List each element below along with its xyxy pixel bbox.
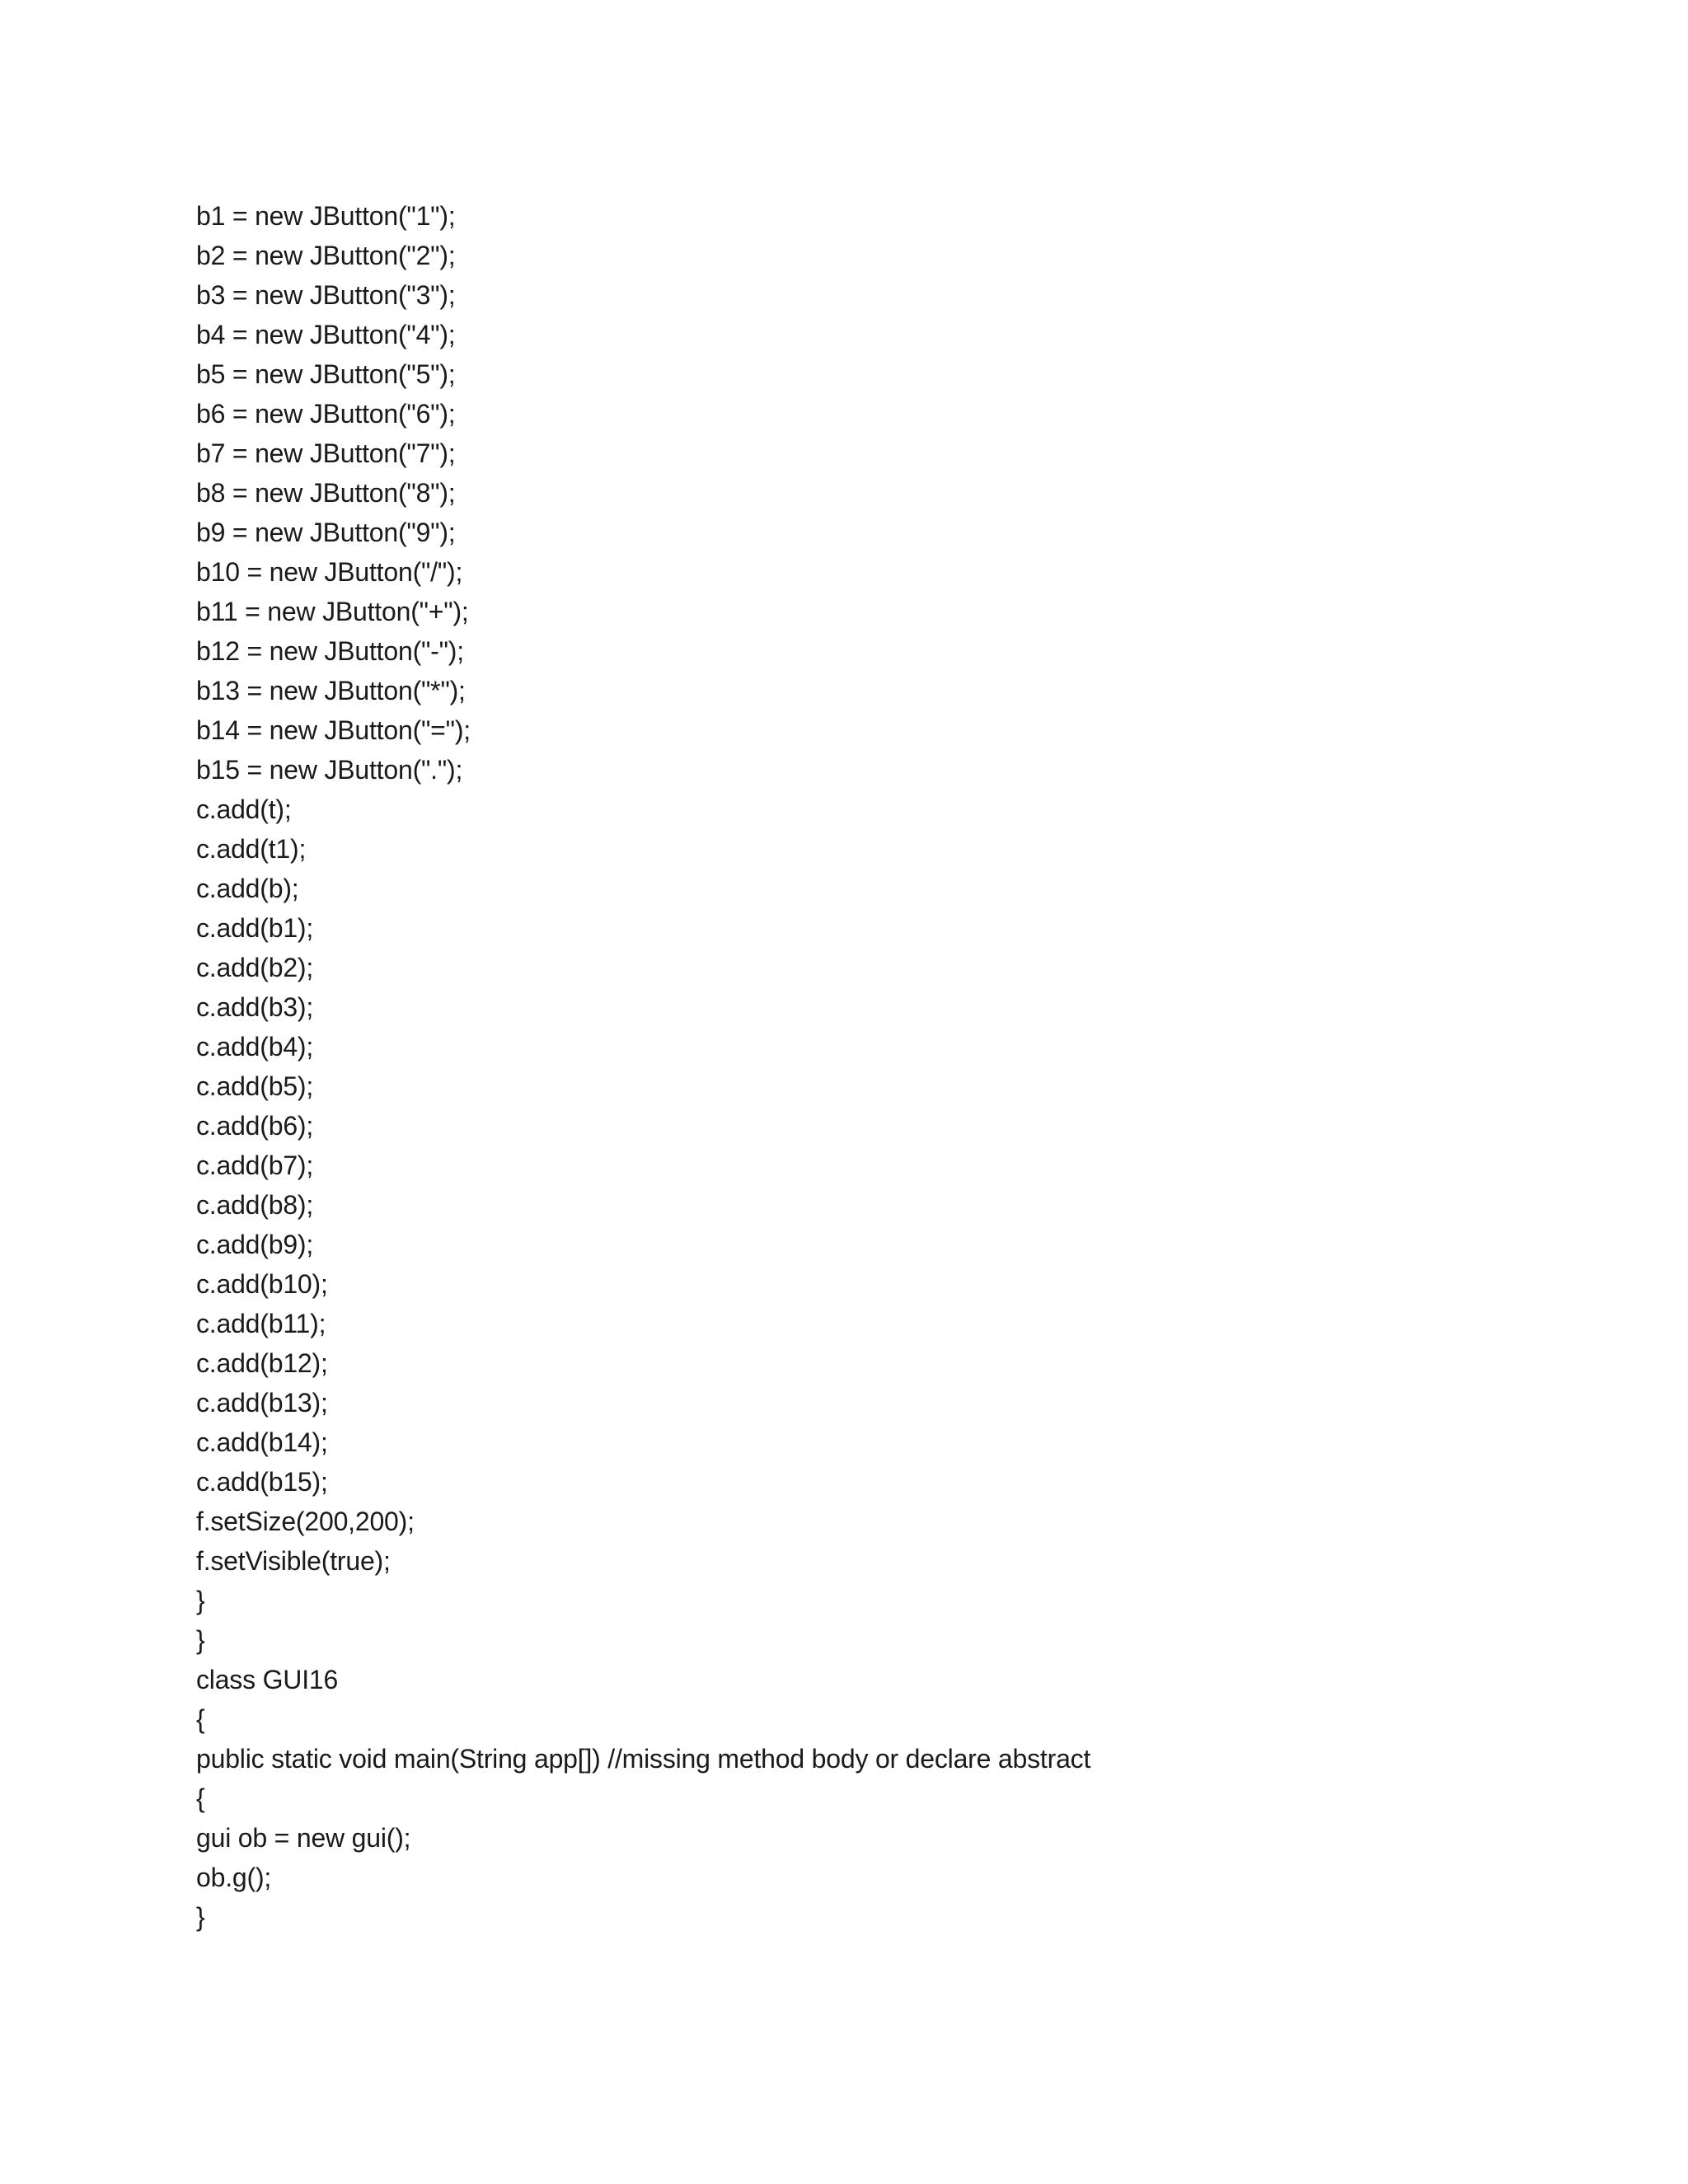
code-line: } (196, 1625, 205, 1655)
code-line: b9 = new JButton("9"); (196, 518, 456, 547)
code-line: c.add(t); (196, 794, 292, 824)
code-line: } (196, 1902, 205, 1932)
code-line: c.add(b7); (196, 1151, 314, 1180)
code-line: c.add(b); (196, 874, 299, 903)
code-line: c.add(b9); (196, 1230, 314, 1259)
code-line: b10 = new JButton("/"); (196, 557, 463, 587)
code-line: b14 = new JButton("="); (196, 715, 471, 745)
code-line: b2 = new JButton("2"); (196, 241, 456, 270)
code-line: c.add(b14); (196, 1427, 328, 1457)
code-line: c.add(b3); (196, 992, 314, 1022)
code-line: } (196, 1586, 205, 1615)
code-line: c.add(b11); (196, 1309, 326, 1338)
code-line: b4 = new JButton("4"); (196, 320, 456, 349)
code-line: c.add(b4); (196, 1032, 314, 1062)
code-line: b11 = new JButton("+"); (196, 597, 469, 626)
code-line: f.setSize(200,200); (196, 1507, 415, 1536)
code-line: f.setVisible(true); (196, 1546, 391, 1576)
code-line: b5 = new JButton("5"); (196, 359, 456, 389)
code-line: c.add(b13); (196, 1388, 328, 1418)
code-line: c.add(b8); (196, 1190, 314, 1220)
code-line: c.add(b10); (196, 1269, 328, 1299)
code-line: b3 = new JButton("3"); (196, 280, 456, 310)
code-line: ob.g(); (196, 1863, 272, 1892)
code-line: b1 = new JButton("1"); (196, 201, 456, 231)
code-listing (196, 196, 1090, 1937)
code-line: b6 = new JButton("6"); (196, 399, 456, 429)
code-line: c.add(t1); (196, 834, 307, 864)
code-line: c.add(b5); (196, 1071, 314, 1101)
code-line: gui ob = new gui(); (196, 1823, 411, 1853)
code-line: b8 = new JButton("8"); (196, 478, 456, 508)
code-line: b13 = new JButton("*"); (196, 676, 466, 705)
code-line: class GUI16 (196, 1665, 339, 1694)
code-line: c.add(b6); (196, 1111, 314, 1141)
code-line: public static void main(String app[]) //missing method body or declare abstract (196, 1744, 1091, 1774)
code-line: c.add(b2); (196, 953, 314, 982)
code-line: c.add(b12); (196, 1348, 328, 1378)
code-line: { (196, 1704, 205, 1734)
code-line: { (196, 1783, 205, 1813)
code-line: b15 = new JButton("."); (196, 755, 463, 785)
code-line: c.add(b1); (196, 913, 314, 943)
code-line: b7 = new JButton("7"); (196, 438, 456, 468)
code-line: c.add(b15); (196, 1467, 328, 1497)
code-line: b12 = new JButton("-"); (196, 636, 464, 666)
